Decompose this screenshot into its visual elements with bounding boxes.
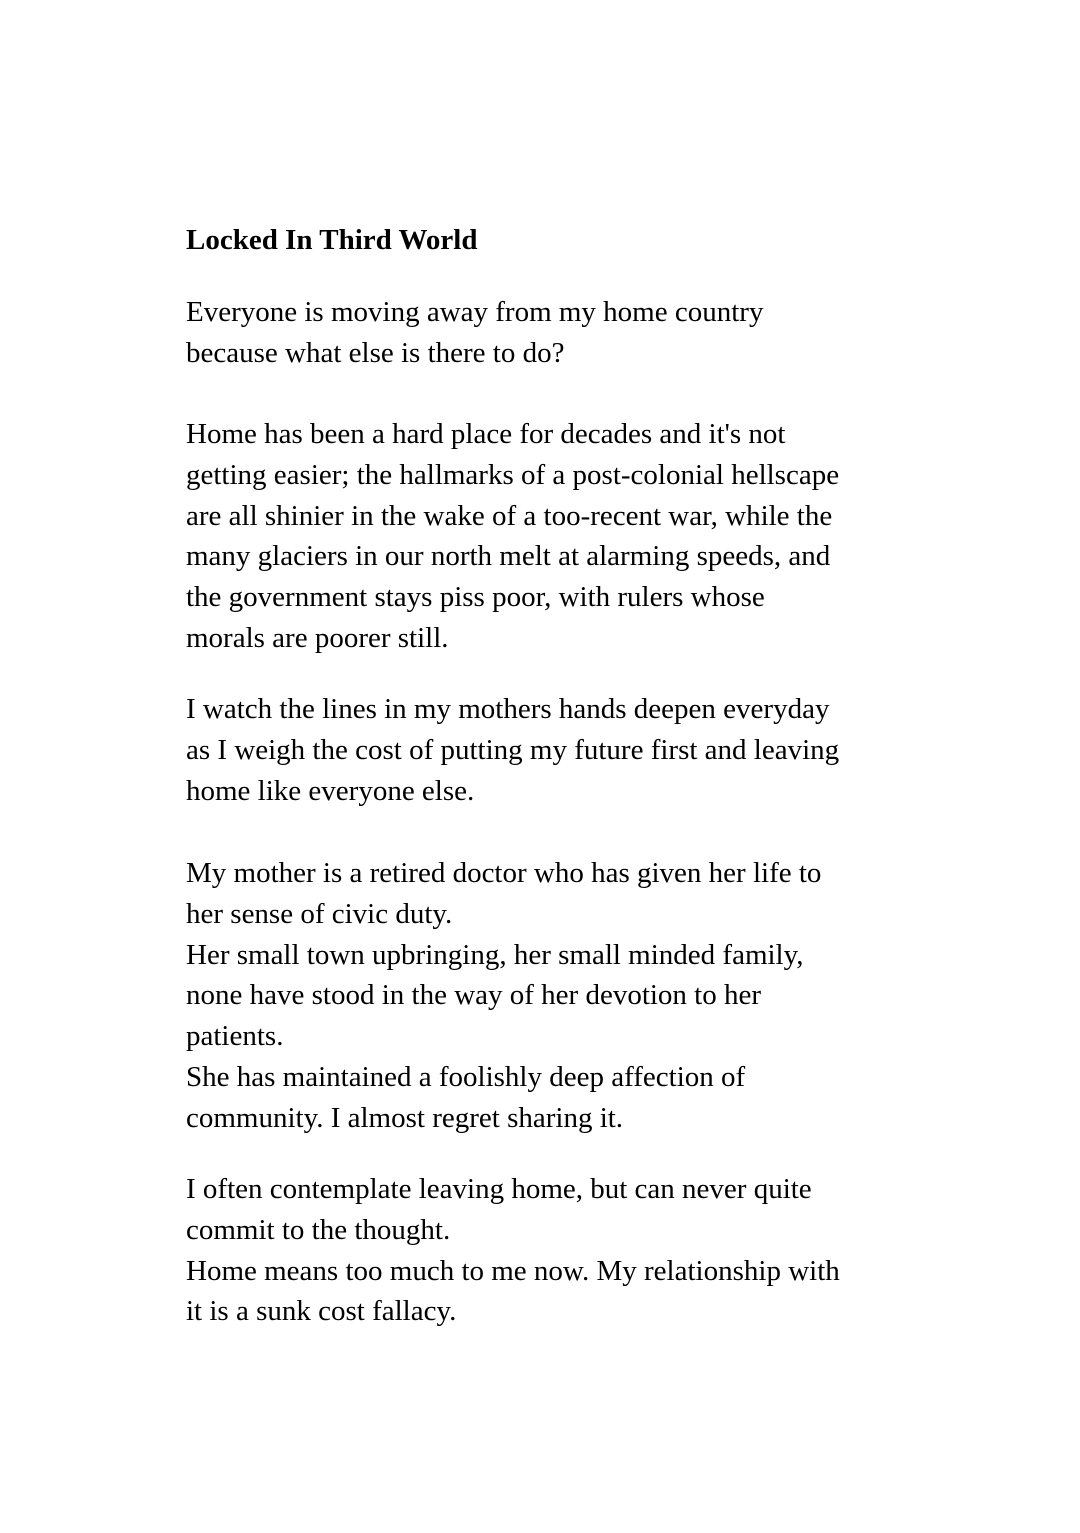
text-line: as I weigh the cost of putting my future first and leaving	[186, 733, 840, 766]
text-line: patients.	[186, 1020, 284, 1053]
text-line: Everyone is moving away from my home country	[186, 296, 764, 328]
text-line: because what else is there to do?	[186, 336, 565, 369]
text-line: community. I almost regret sharing it.	[186, 1101, 624, 1134]
paragraph-3	[186, 689, 839, 811]
text-line: are all shinier in the wake of a too-recent war, while the	[186, 499, 833, 532]
text-line: Her small town upbringing, her small minded family,	[186, 938, 804, 971]
text-line: Home means too much to me now. My relationship with	[186, 1254, 840, 1287]
paragraph-2	[186, 414, 839, 659]
text-line: many glaciers in our north melt at alarming speeds, and	[186, 540, 831, 573]
text-line: none have stood in the way of her devotion to her	[186, 979, 762, 1012]
text-line: I often contemplate leaving home, but can never quite	[186, 1173, 812, 1205]
paragraph-4	[186, 853, 821, 1139]
text-line: her sense of civic duty.	[186, 897, 453, 930]
text-line: commit to the thought.	[186, 1213, 451, 1246]
text-line: She has maintained a foolishly deep affection of	[186, 1060, 746, 1093]
text-line: I watch the lines in my mothers hands deepen everyday	[186, 693, 830, 725]
text-line: the government stays piss poor, with rulers whose	[186, 581, 765, 614]
text-line: home like everyone else.	[186, 774, 475, 807]
text-line: Home has been a hard place for decades and it's not	[186, 418, 786, 450]
text-line: getting easier; the hallmarks of a post-colonial hellscape	[186, 458, 840, 491]
text-line: it is a sunk cost fallacy.	[186, 1295, 457, 1328]
text-line: morals are poorer still.	[186, 621, 449, 654]
paragraph-5	[186, 1169, 840, 1332]
document-title: Locked In Third World	[186, 224, 478, 256]
text-line: My mother is a retired doctor who has given her life to	[186, 857, 822, 889]
paragraph-1	[186, 292, 763, 374]
